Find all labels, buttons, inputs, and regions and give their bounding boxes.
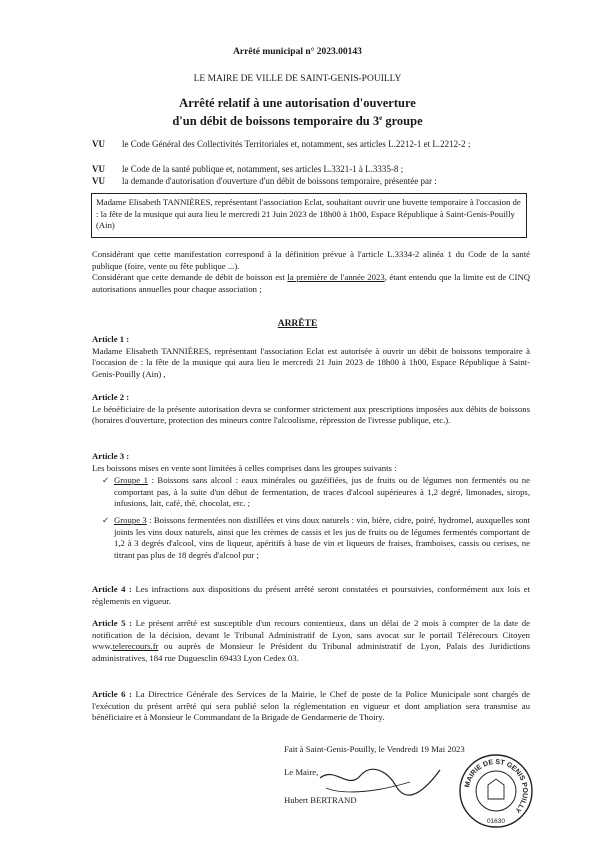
article-6-title: Article 6 :: [92, 689, 132, 699]
article-4-text: Les infractions aux dispositions du présent arrêté seront constatées et poursuivies, conformément aux lois et règlements en vigueur.: [92, 584, 530, 606]
article-2-text: Le bénéficiaire de la présente autorisation devra se conformer strictement aux prescriptions imposées aux débits de boissons (horaires d'ouverture, protection des mineurs contre l'alcoolisme, répression de l'ivresse publique, etc.).: [92, 403, 530, 426]
title-line-2-end: groupe: [382, 114, 423, 129]
article-5-text-end: ou auprès de Monsieur le Président du Tribunal administratif de Lyon, Palais des Juridictions administratives, 184 rue Duguesclin 69433 Lyon Cedex 03.: [92, 641, 530, 663]
vu-text: la demande d'autorisation d'ouverture d'un débit de boissons temporaire, présentée par :: [122, 176, 437, 186]
check-icon: ✓: [102, 515, 110, 525]
article-1: [92, 334, 530, 380]
considerant-2: [92, 272, 530, 295]
group-3-text: [114, 515, 530, 561]
article-1-title: Article 1 :: [92, 334, 130, 344]
group-1-description: : Boissons sans alcool : eaux minérales ou gazéifiées, jus de fruits ou de légumes non fermentés ou ne comportant pas, à la suite d'un début de fermentation, de traces d'alcool supérieures à 1,2 degré, limonades, sirops, infusions, lait, café, thé, chocolat, etc. ;: [114, 475, 530, 509]
article-2: [92, 392, 530, 427]
article-6: [92, 689, 530, 724]
title-line-2: [0, 111, 595, 129]
considerant-2-underlined: la première de l'année 2023: [287, 272, 385, 282]
article-4-title: Article 4 :: [92, 584, 132, 594]
mairie-stamp: [458, 753, 534, 829]
group-1-text: [114, 475, 530, 510]
request-box: Madame Elisabeth TANNIÈRES, représentant l'association Eclat, souhaitant ouvrir une buvette temporaire à l'occasion de : la fête de la musique qui aura lieu le mercredi 21 Juin 2023 de 18h00 à 1h00, Espace République à Saint-Genis-Pouilly (Ain): [91, 193, 527, 238]
vu-text: le Code Général des Collectivités Territoriales et, notamment, ses articles L.2212-1 et L.2212-2 ;: [122, 139, 471, 149]
considerant-2-start: Considérant que cette demande de débit de boisson est: [92, 272, 288, 282]
vu-label: VU: [92, 139, 105, 149]
considerant-1: Considérant que cette manifestation correspond à la définition prévue à l'article L.3334-2 alinéa 1 du Code de la santé publique (foire, vente ou fête publique ...).: [92, 249, 530, 271]
mayor-role: Le Maire,: [284, 767, 319, 777]
article-4: [92, 584, 530, 607]
signature-underline: [326, 782, 410, 792]
group-1-label: Groupe 1: [114, 475, 148, 485]
article-3: [92, 451, 530, 474]
decree-title: [0, 96, 595, 129]
article-6-text: La Directrice Générale des Services de la Mairie, le Chef de poste de la Police Municipale sont chargés de l'exécution du présent arrêté qui sera publié selon la réglementation en vigueur et dont ampliation sera transmise au bénéficiaire et à Monsieur le Commandant de la Brigade de Gendarmerie de Thoiry.: [92, 689, 530, 723]
telerecours-link[interactable]: telerecours.fr: [112, 641, 159, 652]
stamp-inner-ring: [476, 771, 516, 811]
title-line-2-text: d'un débit de boissons temporaire du 3: [172, 114, 380, 129]
vu-text: le Code de la santé publique et, notamment, ses articles L.3321-1 à L.3335-8 ;: [122, 164, 404, 174]
stamp-emblem: [488, 779, 504, 799]
article-5: [92, 618, 530, 664]
arrete-heading: ARRÊTE: [277, 319, 318, 329]
title-line-1: Arrêté relatif à une autorisation d'ouverture: [179, 96, 416, 110]
group-3-description: : Boissons fermentées non distillées et vins doux naturels : vin, bière, cidre, poiré, hydromel, auxquelles sont joints les vins doux naturels, ainsi que les crèmes de cassis et les jus de fruits ou de légumes fermentés comportant de 1,2 à 3 degrés d'alcool, vins de liqueur, apéritifs à base de vin et liqueurs de fraises, framboises, cassis ou cerises, ne titrant pas plus de 18 degrés d'alcool pur ;: [114, 515, 530, 560]
check-icon: ✓: [102, 475, 110, 485]
place-date: Fait à Saint-Genis-Pouilly, le Vendredi 19 Mai 2023: [284, 744, 465, 754]
article-5-text: Le présent arrêté est susceptible d'un recours contentieux, dans un délai de 2 mois à compter de la date de notification de la décision, devant le Tribunal Administratif de Lyon, sans avocat sur le portail Télérecours Citoyen www.: [92, 618, 530, 652]
mayor-name: Hubert BERTRAND: [284, 795, 357, 805]
vu-label: VU: [92, 164, 105, 174]
vu-item: [92, 176, 532, 188]
article-3-text: Les boissons mises en vente sont limitées à celles comprises dans les groupes suivants :: [92, 462, 397, 473]
article-1-text: Madame Elisabeth TANNIÈRES, représentant l'association Eclat est autorisée à ouvrir un débit de boissons temporaire à l'occasion de : la fête de la musique qui aura lieu le mercredi 21 Juin 2023 de 18h00 à 1h00, Espace République à Saint-Genis-Pouilly (Ain) ,: [92, 345, 530, 379]
mayor-heading: LE MAIRE DE VILLE DE SAINT-GENIS-POUILLY: [193, 74, 402, 84]
article-3-title: Article 3 :: [92, 451, 130, 461]
vu-item: [92, 139, 532, 151]
group-1-item: [102, 475, 530, 510]
stamp-postcode: 01630: [486, 818, 506, 825]
stamp-text: MAIRIE DE ST GENIS POUILLY: [464, 758, 529, 814]
group-3-label: Groupe 3: [114, 515, 147, 525]
group-3-item: [102, 515, 530, 561]
vu-item: [92, 164, 532, 176]
decree-reference: Arrêté municipal n° 2023.00143: [233, 47, 362, 57]
article-2-title: Article 2 :: [92, 392, 130, 402]
title-superscript: e: [379, 114, 383, 122]
article-5-title: Article 5 :: [92, 618, 133, 628]
considerant-2-end: , étant entendu que la limite est de CINQ autorisations annuelles pour chaque association ;: [92, 272, 530, 294]
vu-label: VU: [92, 176, 105, 186]
